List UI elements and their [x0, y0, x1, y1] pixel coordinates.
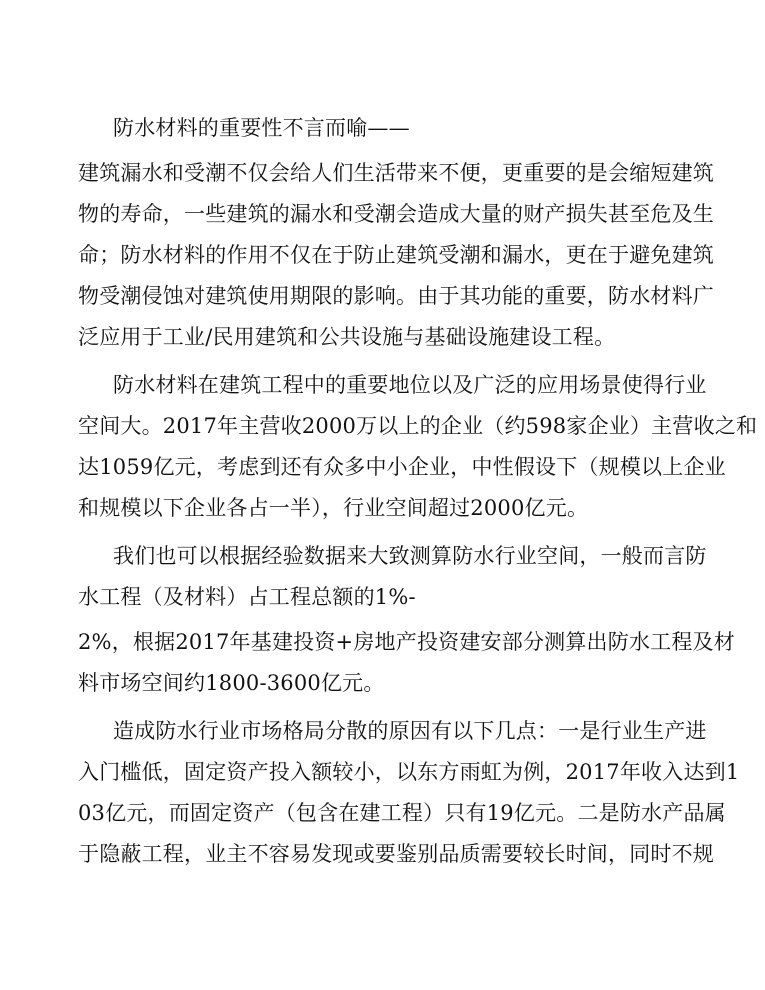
paragraph-1-line-1: 防水材料的重要性不言而喻—— — [113, 116, 410, 140]
paragraph-1-line-2: 建筑漏水和受潮不仅会给人们生活带来不便，更重要的是会缩短建筑 — [78, 161, 714, 185]
paragraph-2-line-1: 防水材料在建筑工程中的重要地位以及广泛的应用场景使得行业 — [113, 373, 707, 397]
paragraph-1-line-5: 物受潮侵蚀对建筑使用期限的影响。由于其功能的重要，防水材料广 — [78, 284, 714, 308]
paragraph-2-line-2: 空间大。2017年主营收2000万以上的企业（约598家企业）主营收之和 — [78, 414, 758, 438]
paragraph-2-line-4: 和规模以下企业各占一半），行业空间超过2000亿元。 — [78, 496, 589, 520]
paragraph-4-line-4: 于隐蔽工程，业主不容易发现或要鉴别品质需要较长时间，同时不规 — [78, 842, 714, 866]
paragraph-3-line-1: 我们也可以根据经验数据来大致测算防水行业空间，一般而言防 — [113, 544, 707, 568]
paragraph-4-line-1: 造成防水行业市场格局分散的原因有以下几点：一是行业生产进 — [113, 719, 707, 743]
paragraph-3-line-3: 2%，根据2017年基建投资+房地产投资建安部分测算出防水工程及材 — [78, 630, 735, 654]
paragraph-2-line-3: 达1059亿元，考虑到还有众多中小企业，中性假设下（规模以上企业 — [78, 455, 726, 479]
paragraph-1-line-6: 泛应用于工业/民用建筑和公共设施与基础设施建设工程。 — [78, 325, 616, 349]
paragraph-3-line-4: 料市场空间约1800-3600亿元。 — [78, 671, 385, 695]
paragraph-4-line-3: 03亿元，而固定资产（包含在建工程）只有19亿元。二是防水产品属 — [78, 801, 726, 825]
paragraph-4-line-2: 入门槛低，固定资产投入额较小，以东方雨虹为例，2017年收入达到1 — [78, 760, 740, 784]
paragraph-1-line-4: 命；防水材料的作用不仅在于防止建筑受潮和漏水，更在于避免建筑 — [78, 243, 714, 267]
paragraph-1-line-3: 物的寿命，一些建筑的漏水和受潮会造成大量的财产损失甚至危及生 — [78, 202, 714, 226]
paragraph-3-line-2: 水工程（及材料）占工程总额的1%- — [78, 585, 416, 609]
